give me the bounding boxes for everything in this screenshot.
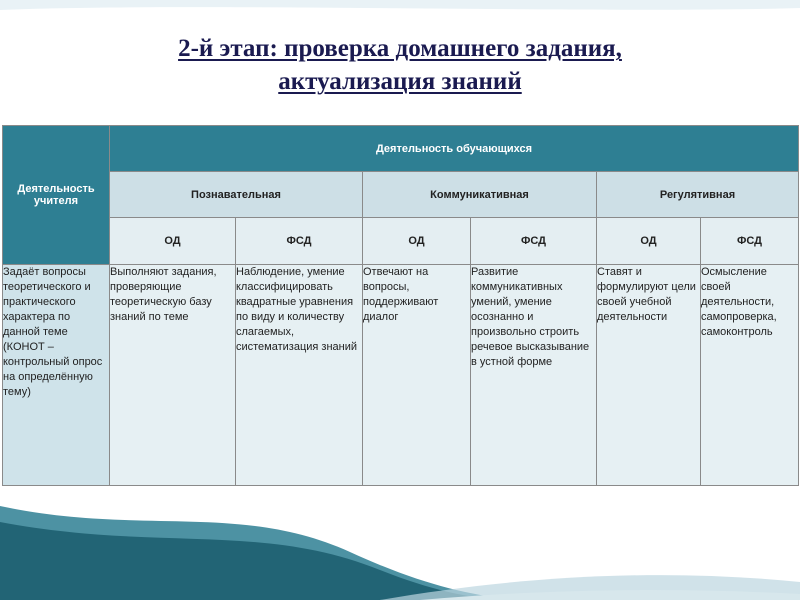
- table-cell: Наблюдение, умение классифицировать квадратные уравнения по виду и количеству слагаемых, систематизация знаний: [236, 265, 363, 486]
- background-wave-bottom: [0, 492, 800, 600]
- group-header-regulative: Регулятивная: [597, 172, 799, 218]
- table-cell: Ставят и формулируют цели своей учебной деятельности: [597, 265, 701, 486]
- group-header-cognitive: Познавательная: [110, 172, 363, 218]
- page-title: [0, 32, 800, 98]
- subheader-fsd: ФСД: [471, 218, 597, 265]
- group-header-communicative: Коммуникативная: [363, 172, 597, 218]
- teacher-activity-cell: Задаёт вопросы теоретического и практического характера по данной теме (КОНОТ – контрольный опрос на определённую тему): [3, 265, 110, 486]
- table-cell: Развитие коммуникативных умений, умение осознанно и произвольно строить речевое высказывание в устной форме: [471, 265, 597, 486]
- subheader-fsd: ФСД: [701, 218, 799, 265]
- students-activity-header: Деятельность обучающихся: [110, 126, 799, 172]
- teacher-activity-header: Деятельность учителя: [3, 126, 110, 265]
- table-cell: Отвечают на вопросы, поддерживают диалог: [363, 265, 471, 486]
- subheader-od: ОД: [597, 218, 701, 265]
- table-cell: Осмысление своей деятельности, самопроверка, самоконтроль: [701, 265, 799, 486]
- table-cell: Выполняют задания, проверяющие теоретическую базу знаний по теме: [110, 265, 236, 486]
- activity-table: [2, 125, 799, 486]
- subheader-od: ОД: [110, 218, 236, 265]
- subheader-fsd: ФСД: [236, 218, 363, 265]
- title-line-1: 2-й этап: проверка домашнего задания,: [178, 35, 622, 62]
- subheader-od: ОД: [363, 218, 471, 265]
- title-line-2: актуализация знаний: [278, 68, 522, 95]
